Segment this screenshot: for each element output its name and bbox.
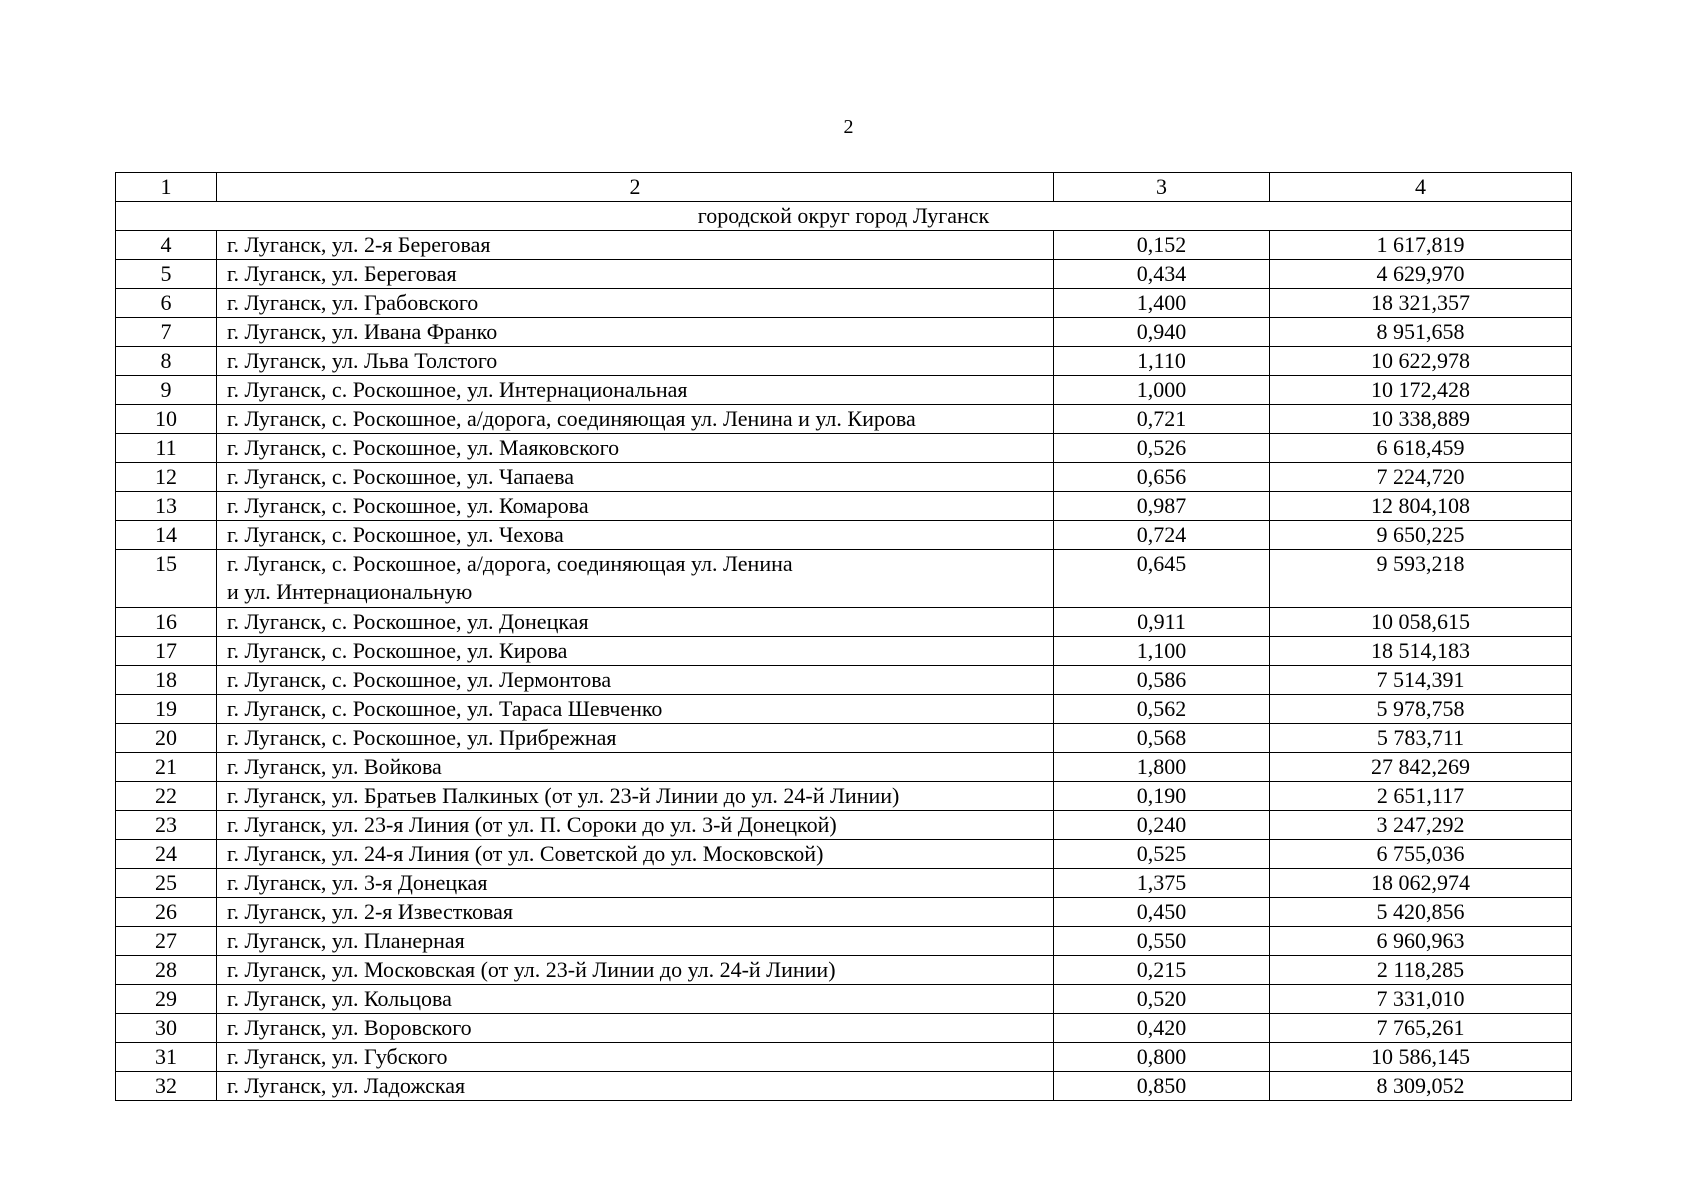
road-cost: 18 062,974 xyxy=(1270,869,1572,898)
road-length: 0,987 xyxy=(1054,492,1270,521)
row-number: 7 xyxy=(116,318,217,347)
road-length: 1,800 xyxy=(1054,753,1270,782)
table-row xyxy=(116,463,1572,492)
column-number-2: 2 xyxy=(217,173,1054,202)
road-name: г. Луганск, ул. Кольцова xyxy=(217,985,1054,1014)
road-name: г. Луганск, с. Роскошное, ул. Чехова xyxy=(217,521,1054,550)
road-length: 0,586 xyxy=(1054,666,1270,695)
row-number: 6 xyxy=(116,289,217,318)
road-cost: 5 978,758 xyxy=(1270,695,1572,724)
road-length: 0,420 xyxy=(1054,1014,1270,1043)
column-number-4: 4 xyxy=(1270,173,1572,202)
road-cost: 10 338,889 xyxy=(1270,405,1572,434)
road-name: г. Луганск, ул. 2-я Известковая xyxy=(217,898,1054,927)
table-row xyxy=(116,550,1572,608)
section-title: городской округ город Луганск xyxy=(116,202,1572,231)
table-row xyxy=(116,347,1572,376)
road-length: 0,240 xyxy=(1054,811,1270,840)
road-name: г. Луганск, ул. Московская (от ул. 23-й Линии до ул. 24-й Линии) xyxy=(217,956,1054,985)
road-cost: 7 765,261 xyxy=(1270,1014,1572,1043)
road-length: 1,000 xyxy=(1054,376,1270,405)
page-number: 2 xyxy=(843,116,854,138)
row-number: 32 xyxy=(116,1072,217,1101)
road-length: 0,450 xyxy=(1054,898,1270,927)
road-length: 0,568 xyxy=(1054,724,1270,753)
road-name: г. Луганск, с. Роскошное, ул. Прибрежная xyxy=(217,724,1054,753)
road-name: г. Луганск, ул. 24-я Линия (от ул. Советской до ул. Московской) xyxy=(217,840,1054,869)
road-name: г. Луганск, ул. Губского xyxy=(217,1043,1054,1072)
table-row xyxy=(116,521,1572,550)
table-row xyxy=(116,724,1572,753)
row-number: 26 xyxy=(116,898,217,927)
road-length: 0,434 xyxy=(1054,260,1270,289)
table-row xyxy=(116,1014,1572,1043)
road-length: 0,724 xyxy=(1054,521,1270,550)
road-cost: 5 783,711 xyxy=(1270,724,1572,753)
road-cost: 12 804,108 xyxy=(1270,492,1572,521)
table-row xyxy=(116,231,1572,260)
row-number: 5 xyxy=(116,260,217,289)
table-row xyxy=(116,840,1572,869)
row-number: 19 xyxy=(116,695,217,724)
road-cost: 6 960,963 xyxy=(1270,927,1572,956)
table-row xyxy=(116,318,1572,347)
road-name: г. Луганск, с. Роскошное, ул. Донецкая xyxy=(217,608,1054,637)
road-length: 0,911 xyxy=(1054,608,1270,637)
road-name: г. Луганск, ул. Ивана Франко xyxy=(217,318,1054,347)
table-row xyxy=(116,492,1572,521)
table-row xyxy=(116,405,1572,434)
road-length: 0,520 xyxy=(1054,985,1270,1014)
row-number: 31 xyxy=(116,1043,217,1072)
road-name-line-1: г. Луганск, с. Роскошное, а/дорога, соединяющая ул. Ленина xyxy=(227,551,793,576)
road-length: 0,562 xyxy=(1054,695,1270,724)
road-name: г. Луганск, с. Роскошное, ул. Чапаева xyxy=(217,463,1054,492)
table-row xyxy=(116,956,1572,985)
row-number: 27 xyxy=(116,927,217,956)
road-length: 0,721 xyxy=(1054,405,1270,434)
road-cost: 10 586,145 xyxy=(1270,1043,1572,1072)
road-name: г. Луганск, ул. Братьев Палкиных (от ул. 23-й Линии до ул. 24-й Линии) xyxy=(217,782,1054,811)
table-row xyxy=(116,927,1572,956)
road-length: 0,550 xyxy=(1054,927,1270,956)
row-number: 20 xyxy=(116,724,217,753)
row-number: 21 xyxy=(116,753,217,782)
road-length: 1,100 xyxy=(1054,637,1270,666)
road-cost: 9 650,225 xyxy=(1270,521,1572,550)
table-row xyxy=(116,695,1572,724)
road-length: 1,375 xyxy=(1054,869,1270,898)
road-cost: 10 058,615 xyxy=(1270,608,1572,637)
road-length: 0,525 xyxy=(1054,840,1270,869)
row-number: 13 xyxy=(116,492,217,521)
table-row xyxy=(116,869,1572,898)
road-cost: 10 622,978 xyxy=(1270,347,1572,376)
road-name: г. Луганск, с. Роскошное, ул. Комарова xyxy=(217,492,1054,521)
road-length: 1,400 xyxy=(1054,289,1270,318)
road-name: г. Луганск, с. Роскошное, ул. Кирова xyxy=(217,637,1054,666)
row-number: 8 xyxy=(116,347,217,376)
table-row xyxy=(116,434,1572,463)
table-row xyxy=(116,985,1572,1014)
row-number: 25 xyxy=(116,869,217,898)
road-length: 0,152 xyxy=(1054,231,1270,260)
road-length: 0,645 xyxy=(1054,550,1270,608)
road-length: 0,215 xyxy=(1054,956,1270,985)
road-name: г. Луганск, ул. Береговая xyxy=(217,260,1054,289)
table-row xyxy=(116,637,1572,666)
table-row xyxy=(116,376,1572,405)
row-number: 16 xyxy=(116,608,217,637)
road-name: г. Луганск, ул. Воровского xyxy=(217,1014,1054,1043)
road-name: г. Луганск, ул. Планерная xyxy=(217,927,1054,956)
row-number: 18 xyxy=(116,666,217,695)
road-length: 0,940 xyxy=(1054,318,1270,347)
table-row xyxy=(116,898,1572,927)
table-row xyxy=(116,666,1572,695)
row-number: 24 xyxy=(116,840,217,869)
road-cost: 2 651,117 xyxy=(1270,782,1572,811)
road-name: г. Луганск, ул. 3-я Донецкая xyxy=(217,869,1054,898)
roads-table xyxy=(115,172,1572,1101)
table-row xyxy=(116,608,1572,637)
road-name: г. Луганск, ул. 2-я Береговая xyxy=(217,231,1054,260)
row-number: 28 xyxy=(116,956,217,985)
road-cost: 7 331,010 xyxy=(1270,985,1572,1014)
road-cost: 1 617,819 xyxy=(1270,231,1572,260)
road-cost: 8 951,658 xyxy=(1270,318,1572,347)
road-name: г. Луганск, с. Роскошное, ул. Лермонтова xyxy=(217,666,1054,695)
road-cost: 18 514,183 xyxy=(1270,637,1572,666)
road-cost: 9 593,218 xyxy=(1270,550,1572,608)
row-number: 23 xyxy=(116,811,217,840)
road-name: г. Луганск, ул. 23-я Линия (от ул. П. Сороки до ул. 3-й Донецкой) xyxy=(217,811,1054,840)
row-number: 17 xyxy=(116,637,217,666)
row-number: 12 xyxy=(116,463,217,492)
road-cost: 7 514,391 xyxy=(1270,666,1572,695)
road-cost: 7 224,720 xyxy=(1270,463,1572,492)
road-cost: 8 309,052 xyxy=(1270,1072,1572,1101)
road-name: г. Луганск, ул. Войкова xyxy=(217,753,1054,782)
road-length: 0,800 xyxy=(1054,1043,1270,1072)
road-cost: 2 118,285 xyxy=(1270,956,1572,985)
road-name: г. Луганск, ул. Ладожская xyxy=(217,1072,1054,1101)
table-row xyxy=(116,1043,1572,1072)
road-length: 0,850 xyxy=(1054,1072,1270,1101)
row-number: 4 xyxy=(116,231,217,260)
road-cost: 27 842,269 xyxy=(1270,753,1572,782)
road-name: г. Луганск, с. Роскошное, а/дорога, соединяющая ул. Ленина и ул. Кирова xyxy=(217,405,1054,434)
road-name: г. Луганск, ул. Льва Толстого xyxy=(217,347,1054,376)
row-number: 15 xyxy=(116,550,217,608)
road-name xyxy=(217,550,1054,608)
road-length: 0,190 xyxy=(1054,782,1270,811)
road-name: г. Луганск, ул. Грабовского xyxy=(217,289,1054,318)
row-number: 14 xyxy=(116,521,217,550)
road-name: г. Луганск, с. Роскошное, ул. Интернациональная xyxy=(217,376,1054,405)
row-number: 29 xyxy=(116,985,217,1014)
road-length: 1,110 xyxy=(1054,347,1270,376)
road-cost: 6 618,459 xyxy=(1270,434,1572,463)
road-cost: 4 629,970 xyxy=(1270,260,1572,289)
road-cost: 3 247,292 xyxy=(1270,811,1572,840)
row-number: 11 xyxy=(116,434,217,463)
road-cost: 10 172,428 xyxy=(1270,376,1572,405)
road-cost: 6 755,036 xyxy=(1270,840,1572,869)
row-number: 9 xyxy=(116,376,217,405)
section-row xyxy=(116,202,1572,231)
row-number: 30 xyxy=(116,1014,217,1043)
table-body xyxy=(116,173,1572,1101)
row-number: 22 xyxy=(116,782,217,811)
road-cost: 5 420,856 xyxy=(1270,898,1572,927)
table-row xyxy=(116,289,1572,318)
table-row xyxy=(116,260,1572,289)
road-name: г. Луганск, с. Роскошное, ул. Маяковского xyxy=(217,434,1054,463)
road-length: 0,656 xyxy=(1054,463,1270,492)
column-number-3: 3 xyxy=(1054,173,1270,202)
table-row xyxy=(116,811,1572,840)
table-row xyxy=(116,782,1572,811)
column-number-1: 1 xyxy=(116,173,217,202)
column-number-row xyxy=(116,173,1572,202)
road-name-line-2: и ул. Интернациональную xyxy=(227,579,473,604)
table-row xyxy=(116,753,1572,782)
road-cost: 18 321,357 xyxy=(1270,289,1572,318)
road-name: г. Луганск, с. Роскошное, ул. Тараса Шевченко xyxy=(217,695,1054,724)
row-number: 10 xyxy=(116,405,217,434)
road-length: 0,526 xyxy=(1054,434,1270,463)
table-row xyxy=(116,1072,1572,1101)
